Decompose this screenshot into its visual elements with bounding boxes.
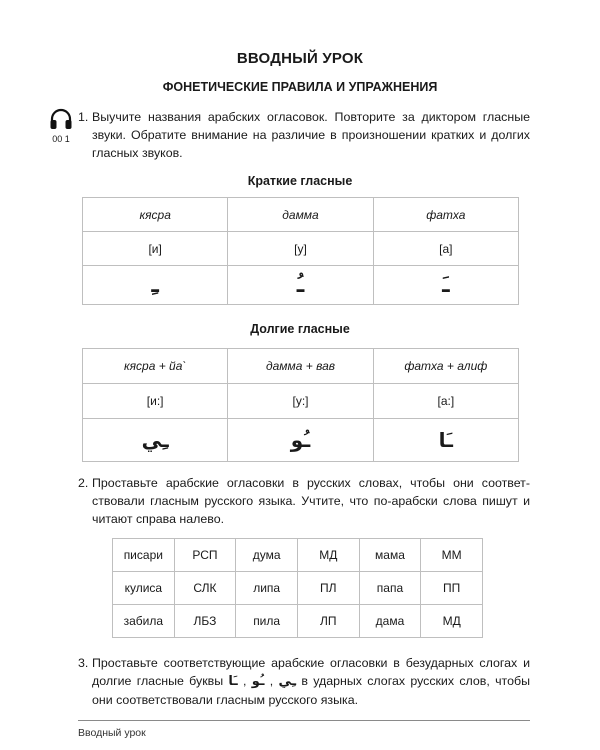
short-vowels-marks-row (83, 266, 519, 305)
long-vowels-sounds-row (83, 384, 519, 419)
page-title: ВВОДНЫЙ УРОК (236, 50, 364, 67)
word-cell: кулиса (113, 572, 175, 605)
word-cell: дама (359, 605, 421, 638)
long-vowel-mark: ـَا (438, 428, 453, 452)
headphones-icon (49, 108, 73, 130)
word-cell: ММ (421, 539, 483, 572)
word-cell: папа (359, 572, 421, 605)
short-vowel-mark: ـِ (151, 272, 159, 298)
word-cell: дума (236, 539, 298, 572)
short-vowels-table (82, 197, 519, 305)
long-vowel-sound: [а:] (373, 384, 518, 419)
task-3-text-b: в ударных слогах русских слов, чтобы они соответствовали гласным русского языка. (92, 674, 530, 707)
footer-divider (78, 720, 530, 721)
word-table-row (113, 605, 483, 638)
long-vowel-name: дамма + вав (228, 349, 373, 384)
task-3 (78, 654, 530, 709)
short-vowels-names-row (83, 198, 519, 232)
task-3-number: 3. (78, 656, 89, 670)
long-vowels-names-row (83, 349, 519, 384)
word-cell: ПЛ (297, 572, 359, 605)
short-vowel-mark: ـَ (442, 272, 450, 298)
word-cell: ЛП (297, 605, 359, 638)
task-1-text: Выучите названия арабских огласовок. Повторите за диктором гласные звуки. Обратите внимание на различие в произношении кратких и долгих гласных звуков. (92, 110, 530, 160)
short-vowel-mark: ـُ (296, 272, 305, 298)
word-cell: МД (297, 539, 359, 572)
task-3-text: Проставьте соответствующие арабские огласовки в безударных слогах и долгие гласные буквы ـَا , ـُو , ـِي в ударных слогах русских слов, чтобы они соответствовали гласным русского языка. (92, 656, 530, 707)
word-cell: забила (113, 605, 175, 638)
word-cell: липа (236, 572, 298, 605)
word-cell: РСП (174, 539, 236, 572)
word-cell: СЛК (174, 572, 236, 605)
word-cell: ПП (421, 572, 483, 605)
word-table-row (113, 539, 483, 572)
task-1 (78, 108, 530, 162)
task-2 (78, 474, 530, 528)
long-vowels-caption: Долгие гласные (250, 322, 350, 336)
word-cell: писари (113, 539, 175, 572)
word-table-row (113, 572, 483, 605)
task-3-text-a: Проставьте соответствующие арабские огласовки в безударных слогах и долгие гласные буквы (92, 656, 530, 688)
long-vowel-name: кясра + йа` (83, 349, 228, 384)
long-vowel-mark: ـُو (290, 428, 311, 452)
short-vowels-sounds-row (83, 232, 519, 266)
short-vowel-name: кясра (83, 198, 228, 232)
word-cell: ЛБЗ (174, 605, 236, 638)
word-cell: пила (236, 605, 298, 638)
long-vowel-sound: [и:] (83, 384, 228, 419)
word-exercise-table (112, 538, 483, 638)
inline-mark-waw: ـُو (251, 674, 265, 689)
inline-mark-ya: ـِي (278, 674, 297, 689)
long-vowel-sound: [у:] (228, 384, 373, 419)
short-vowel-sound: [у] (228, 232, 373, 266)
inline-mark-alif: ـَا (228, 674, 238, 689)
task-2-number: 2. (78, 476, 89, 490)
word-cell: МД (421, 605, 483, 638)
short-vowels-caption: Краткие гласные (247, 174, 353, 188)
long-vowel-name: фатха + алиф (373, 349, 518, 384)
long-vowels-table (82, 348, 519, 462)
short-vowel-sound: [а] (373, 232, 518, 266)
audio-track-marker[interactable] (48, 108, 74, 144)
long-vowel-mark: ـِي (141, 428, 169, 452)
short-vowel-sound: [и] (83, 232, 228, 266)
short-vowel-name: фатха (373, 198, 518, 232)
running-footer: Вводный урок (78, 727, 146, 739)
word-cell: мама (359, 539, 421, 572)
task-1-number: 1. (78, 110, 89, 124)
long-vowels-marks-row (83, 419, 519, 462)
audio-track-code: 00 1 (52, 134, 70, 144)
task-2-text: Проставьте арабские огласовки в русских словах, чтобы они соответ-ствовали гласным русского языка. Учтите, что по-арабски слова пишут и читают справа налево. (92, 476, 530, 526)
page-subtitle: ФОНЕТИЧЕСКИЕ ПРАВИЛА И УПРАЖНЕНИЯ (162, 80, 438, 94)
short-vowel-name: дамма (228, 198, 373, 232)
